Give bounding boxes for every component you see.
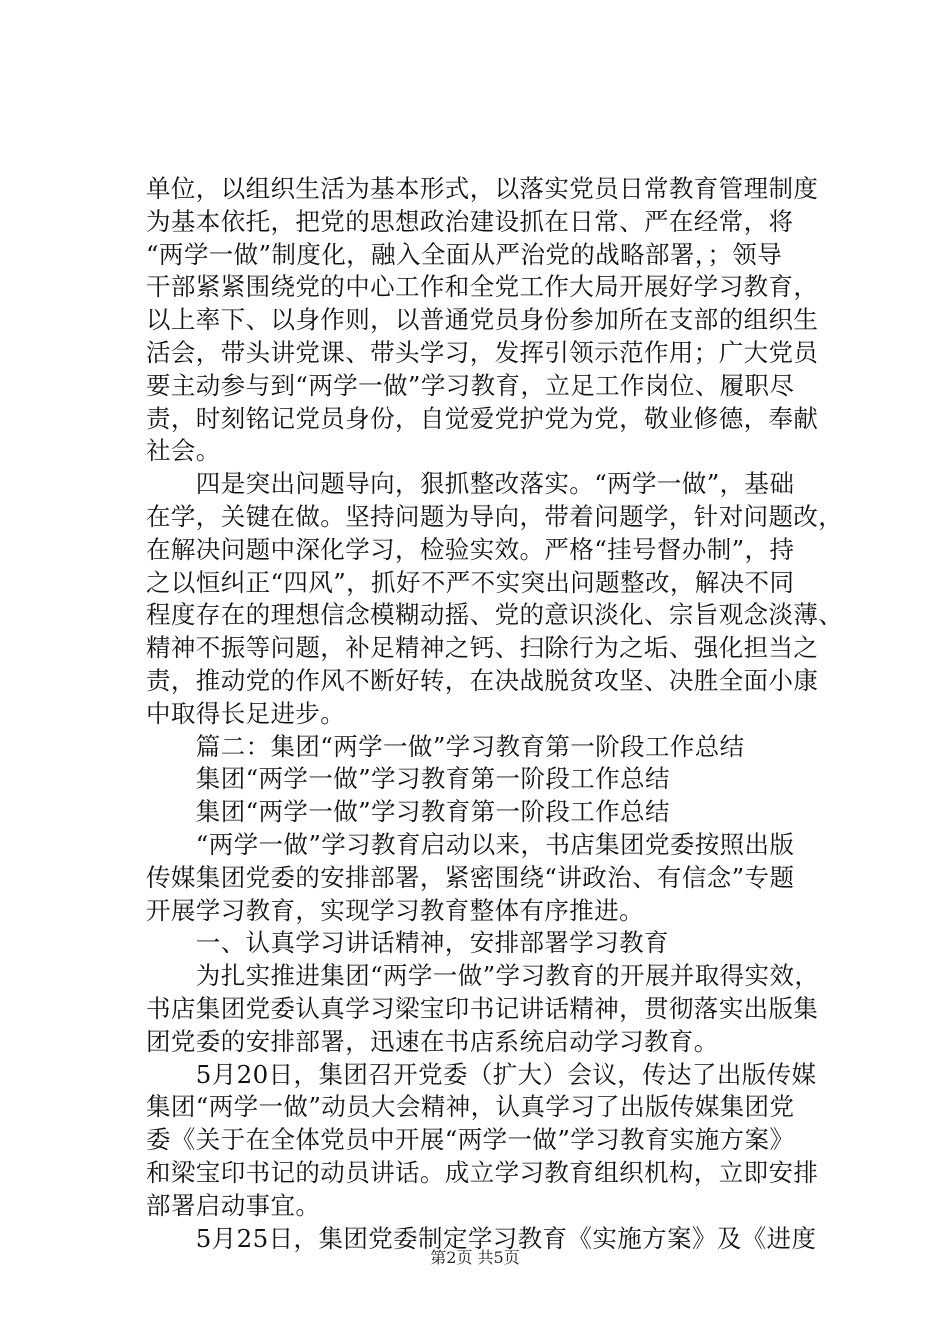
text-line: 中取得长足进步。 [146,698,346,728]
text-line: 开展学习教育，实现学习教育整体有序推进。 [146,895,644,925]
text-line: 单位，以组织生活为基本形式，以落实党员日常教育管理制度 [146,174,819,203]
text-line: 四是突出问题导向，狠抓整改落实。“两学一做”，基础 [146,469,795,499]
text-line: 为扎实推进集团“两学一做”学习教育的开展并取得实效， [146,961,820,991]
text-line: “两学一做”制度化，融入全面从严治党的战略部署，；领导 [146,239,783,269]
text-line: 篇二：集团“两学一做”学习教育第一阶段工作总结 [146,731,745,761]
text-line: 责，推动党的作风不断好转，在决战脱贫攻坚、决胜全面小康 [146,665,819,695]
text-line: 委《关于在全体党员中开展“两学一做”学习教育实施方案》 [146,1125,795,1155]
text-line: 以上率下、以身作则，以普通党员身份参加所在支部的组织生 [146,305,819,335]
text-line: 在学，关键在做。坚持问题为导向，带着问题学，针对问题改， [146,501,844,531]
text-line: 集团“两学一做”学习教育第一阶段工作总结 [146,764,670,794]
text-line: 部署启动事宜。 [146,1190,321,1220]
text-line: 之以恒纠正“四风”，抓好不严不实突出问题整改，解决不同 [146,567,795,597]
text-line: 要主动参与到“两学一做”学习教育，立足工作岗位、履职尽 [146,370,795,400]
page-footer: 第2页 共5页 [430,1248,520,1267]
text-line: “两学一做”学习教育启动以来，书店集团党委按照出版 [146,829,795,859]
text-line: 活会，带头讲党课、带头学习，发挥引领示范作用；广大党员 [146,337,819,367]
text-line: 传媒集团党委的安排部署，紧密围绕“讲政治、有信念”专题 [146,862,795,892]
text-line: 干部紧紧围绕党的中心工作和全党工作大局开展好学习教育， [146,272,819,302]
text-line: 精神不振等问题，补足精神之钙、扫除行为之垢、强化担当之 [146,633,819,663]
document-body [146,173,844,1255]
text-line: 书店集团党委认真学习梁宝印书记讲话精神，贯彻落实出版集 [146,993,819,1023]
text-line: 集团“两学一做”学习教育第一阶段工作总结 [146,797,670,827]
text-line: 一、认真学习讲话精神，安排部署学习教育 [146,928,669,958]
text-line: 集团“两学一做”动员大会精神，认真学习了出版传媒集团党 [146,1092,795,1122]
text-line: 5月25日，集团党委制定学习教育《实施方案》及《进度 [146,1223,817,1253]
text-line: 程度存在的理想信念模糊动摇、党的意识淡化、宗旨观念淡薄、 [146,600,844,630]
text-line: 责，时刻铭记党员身份，自觉爱党护党为党，敬业修德，奉献 [146,403,819,433]
text-line: 在解决问题中深化学习，检验实效。严格“挂号督办制”，持 [146,534,795,564]
text-line: 团党委的安排部署，迅速在书店系统启动学习教育。 [146,1026,719,1056]
text-line: 和梁宝印书记的动员讲话。成立学习教育组织机构，立即安排 [146,1157,819,1187]
text-line: 5月20日，集团召开党委（扩大）会议，传达了出版传媒 [146,1059,817,1089]
text-line: 为基本依托，把党的思想政治建设抓在日常、严在经常，将 [146,206,794,236]
text-line: 社会。 [146,436,221,466]
